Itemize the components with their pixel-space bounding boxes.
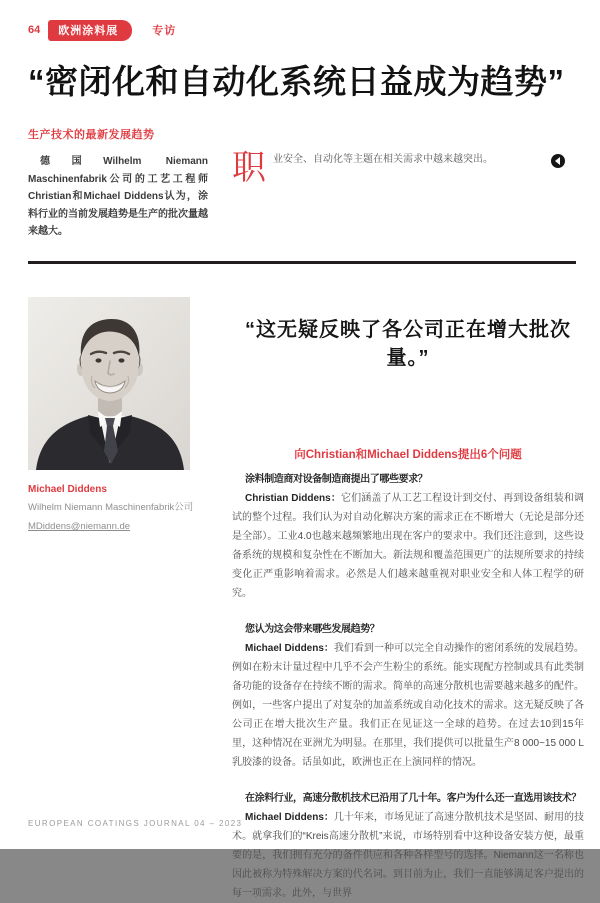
question-2: 您认为这会带来哪些发展趋势？	[245, 624, 380, 635]
question-1: 涂料制造商对设备制造商提出了哪些要求？	[245, 474, 428, 485]
answer-1	[232, 489, 584, 603]
answer-1-text: 它们涵盖了从工艺工程设计到交付、再到设备组装和调试的整个过程。我们认为对自动化解决方案的需求正在不断增大（无论是部分还是全部）。工业4.0也越来越频繁地出现在客户的要求中。我们还注意到，这些设备系统的规模和复杂性在不断加大。新法规和覆盖范围更广的法规所要求的持续变化正严重影响着需求。必然是人们越来越重视对职业安全和人体工程学的研究。	[232, 493, 584, 599]
answer-3-text: 几十年来，市场见证了高速分散机技术是坚固、耐用的技术。就拿我们的“Kreis高速分散机”来说，市场特别看中这种设备安装方便，最重要的是，我们拥有充分的备件供应和各种各样型号的选择。Niemann这一名称也因此被称为特殊解决方案的代名词。到目前为止，我们一直能够满足客户提出的每一项需求。此外，与世界	[232, 812, 585, 899]
person-name: Michael Diddens	[28, 484, 107, 495]
answer-1-speaker: Christian Diddens：	[245, 493, 341, 504]
article-title: “密闭化和自动化系统日益成为趋势”	[28, 63, 565, 100]
page-number: 64	[28, 24, 41, 36]
portrait-photo	[28, 297, 190, 470]
qa-heading: 向Christian和Michael Diddens提出6个问题	[294, 449, 522, 461]
arrow-glyph	[551, 157, 560, 165]
circle-arrow-icon[interactable]	[551, 154, 565, 168]
person-email-link[interactable]: MDiddens@niemann.de	[28, 521, 131, 532]
journal-footer: EUROPEAN COATINGS JOURNAL 04 – 2023	[28, 819, 243, 828]
section-label: 专访	[152, 25, 177, 37]
article-kicker: 生产技术的最新发展趋势	[28, 129, 155, 141]
photo-caption	[28, 484, 208, 534]
answer-2	[232, 639, 584, 772]
pull-quote: “这无疑反映了各公司正在增大批次量。”	[245, 319, 571, 369]
qa-body	[232, 470, 585, 899]
section-badge: 欧洲涂料展	[48, 20, 132, 41]
person-company: Wilhelm Niemann Maschinenfabrik公司	[28, 502, 194, 513]
page-header	[28, 22, 176, 38]
article-lede: 德国Wilhelm Niemann Maschinenfabrik公司的工艺工程师Christian和Michael Diddens认为，涂料行业的当前发展趋势是生产的批次量越来越大。	[28, 156, 208, 237]
answer-3-speaker: Michael Diddens：	[245, 812, 334, 823]
drop-cap: 职	[232, 149, 266, 187]
question-3: 在涂料行业，高速分散机技术已沿用了几十年。客户为什么还一直选用该技术？	[245, 793, 581, 804]
answer-3	[232, 808, 584, 903]
answer-2-text: 我们看到一种可以完全自动操作的密闭系统的发展趋势。例如在粉末计量过程中几乎不会产生粉尘的系统。能实现配方控制或具有此类制备功能的设备存在持续不断的需求。简单的高速分散机也需要越来越多的配件。例如，一些客户提出了对复杂的加盖系统或自动化技术的需求。这无疑反映了各公司正在增大批次生产量。我们正在见证这一全球的趋势。在过去10到15年里，这种情况在亚洲尤为明显。在那里，我们提供可以批量生产8 000~15 000 L乳胶漆的设备。话虽如此，欧洲也正在上演同样的情况。	[232, 643, 585, 768]
answer-2-speaker: Michael Diddens：	[245, 643, 334, 654]
intro-paragraph	[232, 149, 538, 187]
intro-text: 业安全、自动化等主题在相关需求中越来越突出。	[273, 154, 493, 165]
divider-rule	[28, 261, 576, 264]
